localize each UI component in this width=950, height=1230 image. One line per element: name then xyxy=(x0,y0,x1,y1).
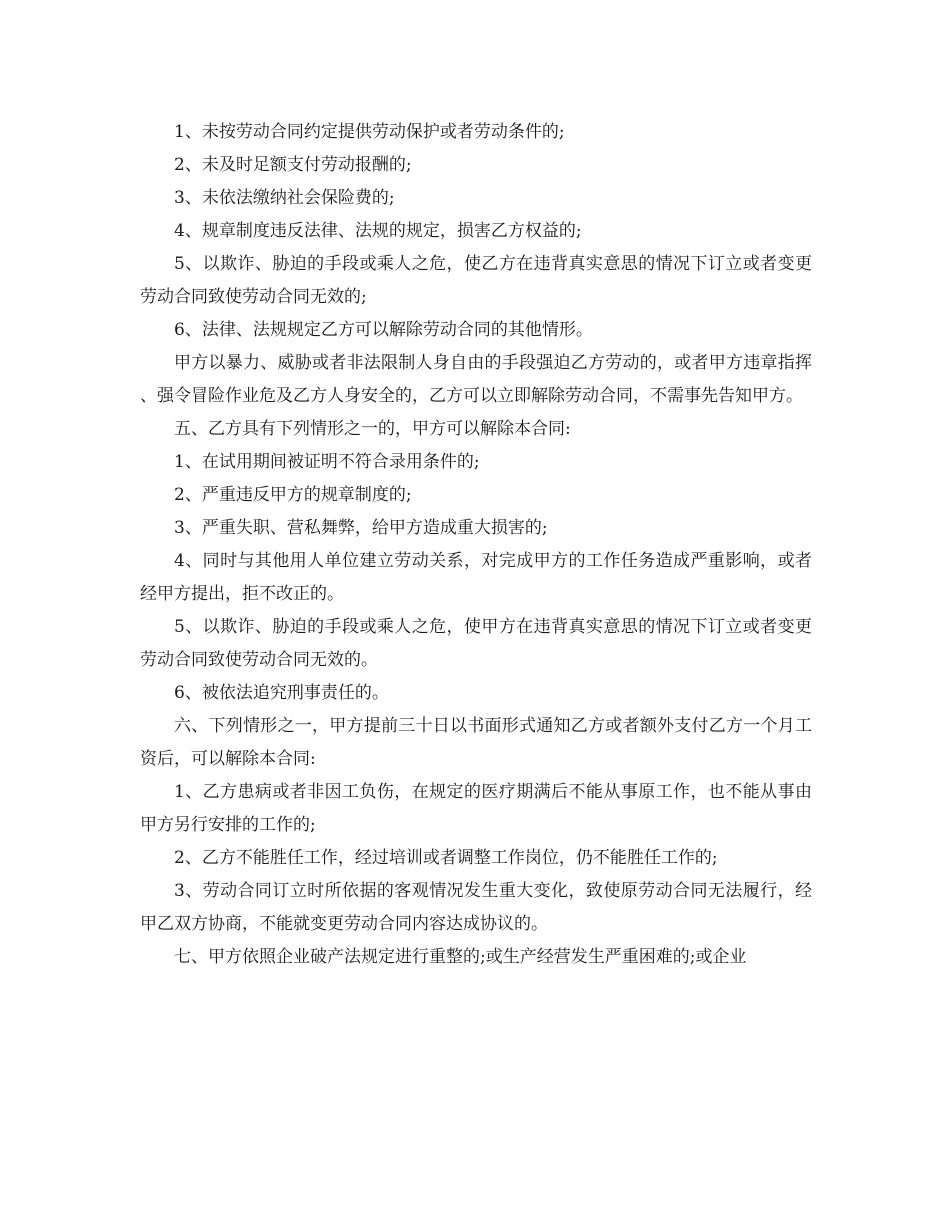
paragraph-section5-item-5: 5、以欺诈、胁迫的手段或乘人之危，使甲方在违背真实意思的情况下订立或者变更劳动合同致使劳动合同无效的。 xyxy=(140,617,812,670)
paragraph-clause-1: 1、未按劳动合同约定提供劳动保护或者劳动条件的; xyxy=(174,122,565,142)
paragraph-section5-item-6: 6、被依法追究刑事责任的。 xyxy=(174,683,389,703)
paragraph-section5-item-3: 3、严重失职、营私舞弊，给甲方造成重大损害的; xyxy=(174,518,548,538)
section-heading-seven: 七、甲方依照企业破产法规定进行重整的;或生产经营发生严重困难的;或企业 xyxy=(174,947,747,967)
paragraph-section5-item-2: 2、严重违反甲方的规章制度的; xyxy=(174,485,412,505)
paragraph-clause-2: 2、未及时足额支付劳动报酬的; xyxy=(174,155,412,175)
paragraph-section6-item-2: 2、乙方不能胜任工作，经过培训或者调整工作岗位，仍不能胜任工作的; xyxy=(174,848,718,868)
section-heading-six: 六、下列情形之一，甲方提前三十日以书面形式通知乙方或者额外支付乙方一个月工资后，可以解除本合同: xyxy=(140,716,812,769)
paragraph-clause-3: 3、未依法缴纳社会保险费的; xyxy=(174,188,395,208)
document-body xyxy=(140,116,812,974)
paragraph-section5-item-1: 1、在试用期间被证明不符合录用条件的; xyxy=(174,452,480,472)
paragraph-immediate-termination: 甲方以暴力、威胁或者非法限制人身自由的手段强迫乙方劳动的，或者甲方违章指挥、强令冒险作业危及乙方人身安全的，乙方可以立即解除劳动合同，不需事先告知甲方。 xyxy=(140,353,812,406)
paragraph-section6-item-1: 1、乙方患病或者非因工负伤，在规定的医疗期满后不能从事原工作，也不能从事由甲方另行安排的工作的; xyxy=(140,782,812,835)
section-heading-five: 五、乙方具有下列情形之一的，甲方可以解除本合同: xyxy=(174,419,571,439)
paragraph-section5-item-4: 4、同时与其他用人单位建立劳动关系，对完成甲方的工作任务造成严重影响，或者经甲方提出，拒不改正的。 xyxy=(140,551,812,604)
paragraph-section6-item-3: 3、劳动合同订立时所依据的客观情况发生重大变化，致使原劳动合同无法履行，经甲乙双方协商，不能就变更劳动合同内容达成协议的。 xyxy=(140,881,812,934)
paragraph-clause-6: 6、法律、法规规定乙方可以解除劳动合同的其他情形。 xyxy=(174,320,593,340)
paragraph-clause-5: 5、以欺诈、胁迫的手段或乘人之危，使乙方在违背真实意思的情况下订立或者变更劳动合同致使劳动合同无效的; xyxy=(140,254,812,307)
paragraph-clause-4: 4、规章制度违反法律、法规的规定，损害乙方权益的; xyxy=(174,221,582,241)
